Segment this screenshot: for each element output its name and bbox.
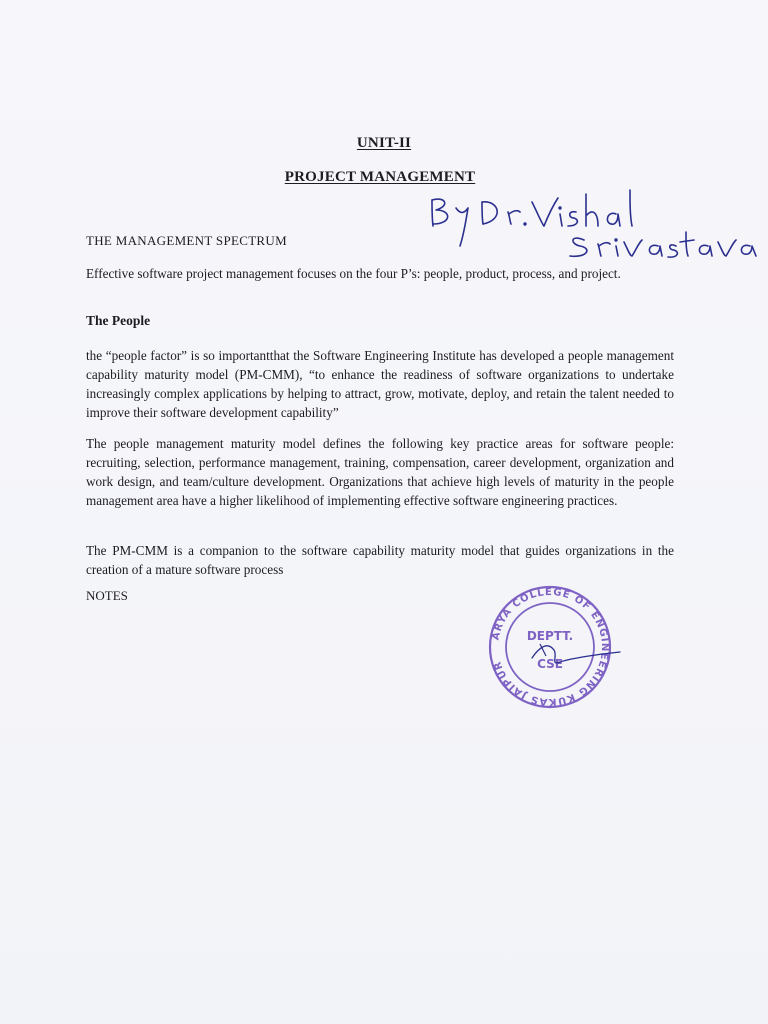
body-paragraph: The PM-CMM is a companion to the software capability maturity model that guides organizations in the creation of a mature software process	[86, 543, 674, 577]
stamp-dept-text: DEPTT.	[526, 629, 574, 643]
body-paragraph: the “people factor” is so importantthat the Software Engineering Institute has developed a people management capability maturity model (PM-CMM), “to enhance the readiness of software organizations to undertake increasingly complex applications by helping to attract, grow, motivate, deploy, and retain the talent needed to improve their software development capability”	[86, 348, 674, 420]
stamp-cse-text: CSE	[537, 657, 563, 671]
intro-paragraph: Effective software project management focuses on the four P’s: people, product, process, and project.	[86, 266, 621, 281]
stamp-ring-text: ARYA COLLEGE OF ENGINEERING KUKAS JAIPUR	[490, 586, 611, 708]
body-paragraph: The people management maturity model defines the following key practice areas for software people: recruiting, selection, performance management, training, compensation, career development, organization and work design, and team/culture development. Organizations that achieve high levels of maturity in the people management area have a higher likelihood of implementing effective software engineering practices.	[86, 436, 674, 508]
handwritten-signature	[420, 180, 760, 260]
page-title: PROJECT MANAGEMENT	[284, 169, 476, 185]
section-heading: THE MANAGEMENT SPECTRUM	[86, 233, 287, 248]
notes-label: NOTES	[86, 588, 128, 603]
department-stamp	[470, 582, 630, 712]
unit-heading: UNIT-II	[356, 135, 412, 151]
subsection-heading: The People	[86, 313, 151, 328]
